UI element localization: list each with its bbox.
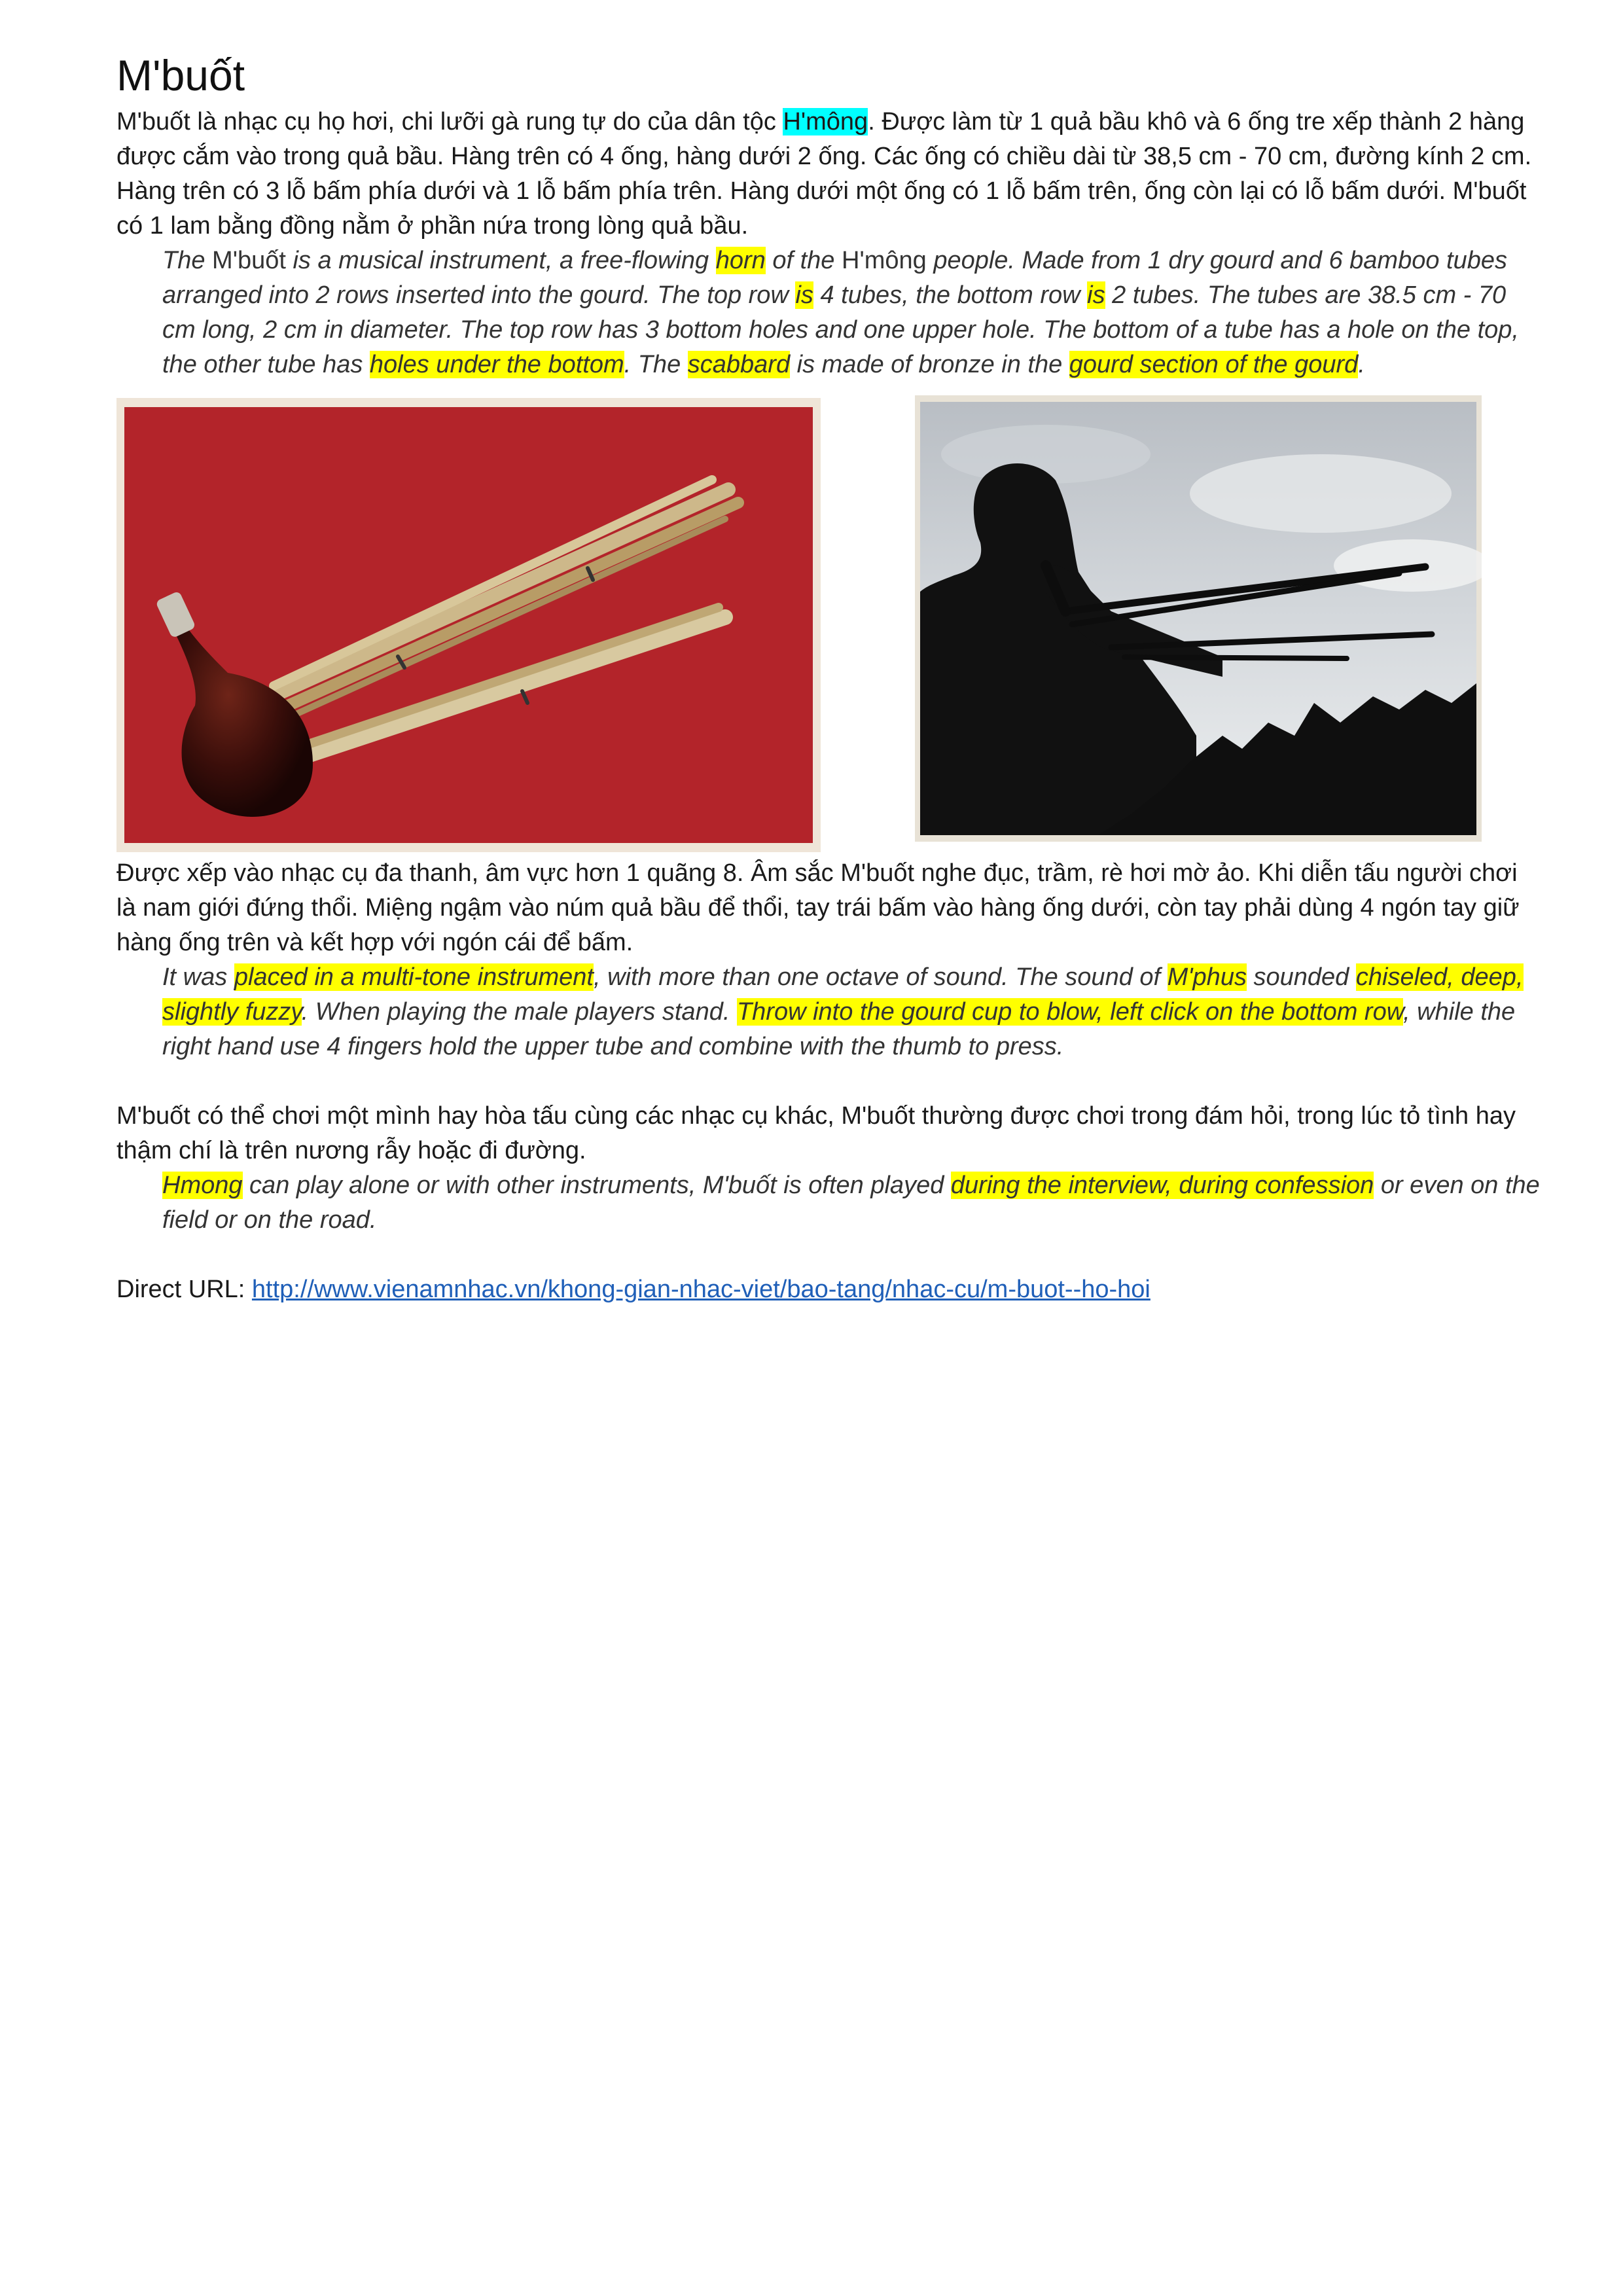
highlighted-phrase: during the interview, during confession [950,1172,1374,1199]
paragraph-3-english: Hmong can play alone or with other instruments, M'buốt is often played during the interview, during confession or even on the field or on the road. [162,1172,1540,1234]
highlighted-phrase: holes under the bottom [369,351,624,378]
highlighted-phrase: chiseled, deep, slightly fuzzy [162,963,1524,1026]
photo-row [116,398,1543,856]
source-link[interactable]: http://www.vienamnhac.vn/khong-gian-nhac-viet/bao-tang/nhac-cu/m-buot--ho-hoi [251,1276,1150,1303]
highlighted-phrase: is [1087,281,1105,309]
source-url-line [116,1272,1543,1307]
page-title: M'buốt [116,51,245,99]
highlighted-phrase: Hmong [162,1172,243,1199]
highlighted-phrase: is [795,281,813,309]
paragraph-1-english: The M'buốt is a musical instrument, a free-flowing horn of the H'mông people. Made from 1 dry gourd and 6 bamboo tubes arranged into 2 rows inserted into the gourd. The top row is 4 tubes, the bottom row is 2 tubes. The tubes are 38.5 cm - 70 cm long, 2 cm in diameter. The top row has 3 bottom holes and one upper hole. The bottom of a tube has a hole on the top, the other tube has holes under the bottom. The scabbard is made of bronze in the gourd section of the gourd. [162,247,1519,378]
document-page [116,46,1543,1307]
paragraph-3-vietnamese: M'buốt có thể chơi một mình hay hòa tấu cùng các nhạc cụ khác, M'buốt thường được chơi trong đám hỏi, trong lúc tỏ tình hay thậm chí là trên nương rẫy hoặc đi đường. [116,1102,1516,1164]
highlighted-phrase: Throw into the gourd cup to blow, left click on the bottom row [736,998,1404,1026]
highlighted-phrase: horn [715,247,766,274]
highlighted-phrase: placed in a multi-tone instrument [234,963,594,991]
highlighted-term: H'mông [783,108,868,135]
player-silhouette-photo [915,395,1482,842]
highlighted-phrase: gourd section of the gourd [1069,351,1359,378]
url-label: Direct URL: [116,1276,252,1303]
highlighted-phrase: scabbard [687,351,791,378]
paragraph-1-vietnamese: M'buốt là nhạc cụ họ hơi, chi lưỡi gà rung tự do của dân tộc H'mông. Được làm từ 1 quả bầu khô và 6 ống tre xếp thành 2 hàng được cắm vào trong quả bầu. Hàng trên có 4 ống, hàng dưới 2 ống. Các ống có chiều dài từ 38,5 cm - 70 cm, đường kính 2 cm. Hàng trên có 3 lỗ bấm phía dưới và 1 lỗ bấm phía trên. Hàng dưới một ống có 1 lỗ bấm trên, ống còn lại có lỗ bấm dưới. M'buốt có 1 lam bằng đồng nằm ở phần nứa trong lòng quả bầu. [116,108,1532,240]
highlighted-phrase: M'phus [1167,963,1247,991]
paragraph-2-english: It was placed in a multi-tone instrument, with more than one octave of sound. The sound of M'phus sounded chiseled, deep, slightly fuzzy. When playing the male players stand. Throw into the gourd cup to blow, left click on the bottom row, while the right hand use 4 fingers hold the upper tube and combine with the thumb to press. [162,963,1524,1060]
paragraph-2-vietnamese: Được xếp vào nhạc cụ đa thanh, âm vực hơn 1 quãng 8. Âm sắc M'buốt nghe đục, trầm, rè hơi mờ ảo. Khi diễn tấu người chơi là nam giới đứng thổi. Miệng ngậm vào núm quả bầu để thổi, tay trái bấm vào hàng ống dưới, còn tay phải dùng 4 ngón tay giữ hàng ống trên và kết hợp với ngón cái để bấm. [116,859,1520,956]
instrument-photo [116,398,821,852]
